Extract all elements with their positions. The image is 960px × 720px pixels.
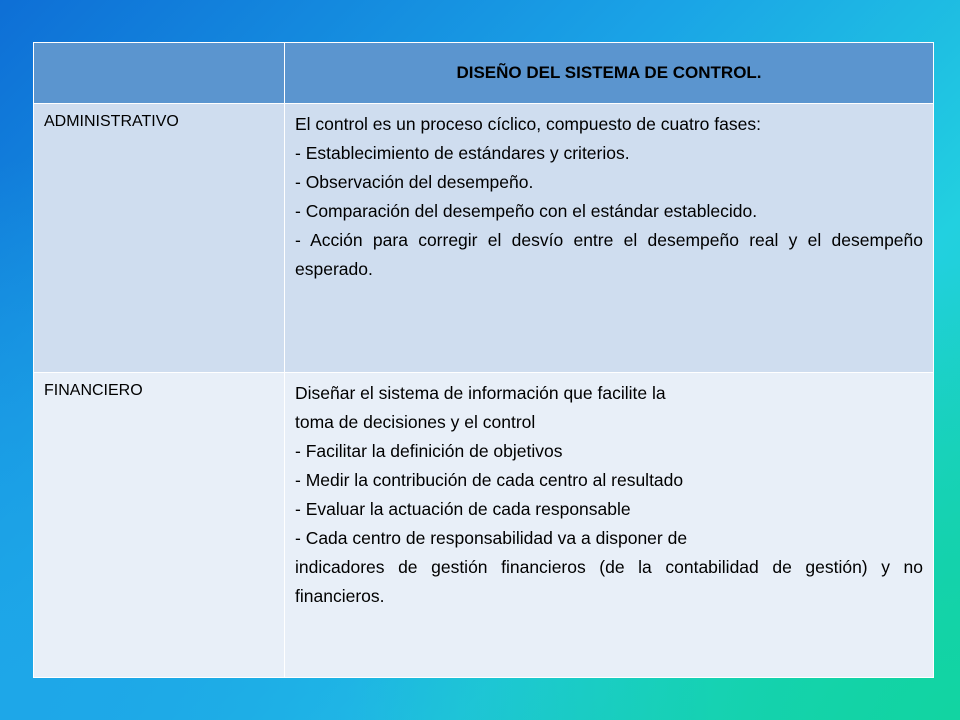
row-label-administrativo: ADMINISTRATIVO [34,104,285,373]
content-line: toma de decisiones y el control [295,412,536,432]
content-line: - Facilitar la definición de objetivos [295,441,563,461]
table-row-financiero [34,373,934,678]
control-design-table [33,42,934,678]
header-empty-cell [34,43,285,104]
content-line: indicadores de gestión financieros (de la contabilidad de gestión) y no financieros. [295,557,923,606]
table-header-row [34,43,934,104]
content-line: Diseñar el sistema de información que facilite la [295,383,666,403]
content-line: - Evaluar la actuación de cada responsable [295,499,631,519]
content-line: - Acción para corregir el desvío entre el desempeño real y el desempeño esperado. [295,230,923,279]
table-row-administrativo [34,104,934,373]
row-label-financiero: FINANCIERO [34,373,285,678]
content-line: - Medir la contribución de cada centro al resultado [295,470,684,490]
table-title: DISEÑO DEL SISTEMA DE CONTROL. [285,43,934,104]
content-line: - Establecimiento de estándares y criterios. [295,143,630,163]
content-line: - Comparación del desempeño con el estándar establecido. [295,201,758,221]
content-line: El control es un proceso cíclico, compuesto de cuatro fases: [295,114,761,134]
content-line: - Observación del desempeño. [295,172,534,192]
row-content-financiero [285,373,934,678]
content-line: - Cada centro de responsabilidad va a disponer de [295,528,688,548]
row-content-administrativo [285,104,934,373]
